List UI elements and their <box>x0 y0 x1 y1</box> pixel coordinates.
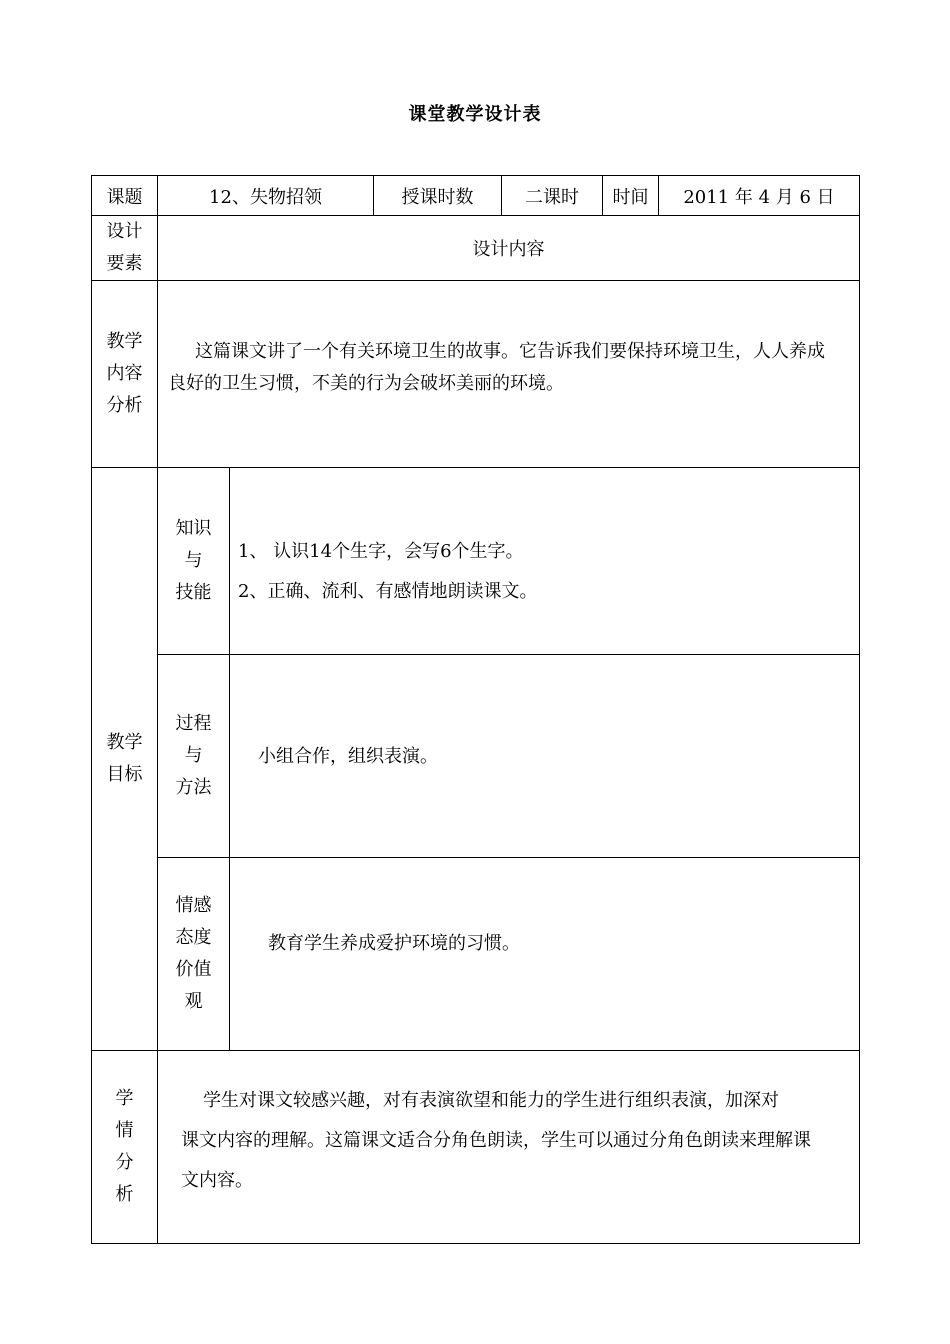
label-time-cell <box>602 175 659 216</box>
student-analysis-line1: 学生对课文较感兴趣，对有表演欲望和能力的学生进行组织表演，加深对 <box>203 1090 779 1111</box>
design-label-line2: 要素 <box>106 253 143 274</box>
knowledge-content-cell <box>229 467 860 655</box>
student-label-3: 分 <box>115 1152 134 1173</box>
student-label-2: 情 <box>115 1120 134 1141</box>
emotion-content-cell <box>229 857 860 1051</box>
topic-cell <box>157 175 374 216</box>
emotion-label-3: 价值 <box>175 959 212 980</box>
knowledge-item-1: 1、 认识14个生字，会写6个生字。 <box>238 541 524 562</box>
emotion-label-cell <box>157 857 230 1051</box>
content-analysis-label-2: 内容 <box>106 363 143 384</box>
process-text: 小组合作，组织表演。 <box>258 746 438 767</box>
emotion-label-4: 观 <box>184 991 203 1012</box>
goals-label-cell <box>91 467 158 1051</box>
knowledge-label-1: 知识 <box>175 518 212 539</box>
process-label-1: 过程 <box>175 713 212 734</box>
emotion-label-1: 情感 <box>175 895 212 916</box>
process-content-cell <box>229 654 860 858</box>
student-label-1: 学 <box>115 1088 134 1109</box>
knowledge-label-cell <box>157 467 230 655</box>
process-label-2: 与 <box>184 745 203 766</box>
student-analysis-line3: 文内容。 <box>181 1170 253 1191</box>
knowledge-label-2: 与 <box>184 550 203 571</box>
student-analysis-line2: 课文内容的理解。这篇课文适合分角色朗读，学生可以通过分角色朗读来理解课 <box>181 1130 811 1151</box>
knowledge-label-3: 技能 <box>175 582 212 603</box>
label-topic: 课题 <box>106 186 143 208</box>
student-label-4: 析 <box>115 1184 134 1205</box>
goals-label-2: 目标 <box>106 764 143 785</box>
design-elements-label-cell <box>91 215 158 281</box>
topic-value: 12、失物招领 <box>209 186 322 208</box>
date-cell <box>658 175 860 216</box>
emotion-text: 教育学生养成爱护环境的习惯。 <box>268 933 520 954</box>
label-topic-cell <box>91 175 158 216</box>
content-analysis-label-1: 教学 <box>106 331 143 352</box>
label-hours: 授课时数 <box>401 186 474 208</box>
student-analysis-content-cell <box>157 1050 860 1244</box>
content-analysis-label-cell <box>91 280 158 468</box>
content-analysis-line1: 这篇课文讲了一个有关环境卫生的故事。它告诉我们要保持环境卫生，人人养成 <box>195 341 825 362</box>
goals-label-1: 教学 <box>106 732 143 753</box>
design-content-header-cell <box>157 215 860 281</box>
design-label-line1: 设计 <box>106 221 143 242</box>
process-label-3: 方法 <box>175 777 212 798</box>
hours-value: 二课时 <box>525 186 579 208</box>
student-analysis-label-cell <box>91 1050 158 1244</box>
page-title: 课堂教学设计表 <box>408 104 542 125</box>
design-content-header: 设计内容 <box>472 239 545 260</box>
content-analysis-cell <box>157 280 860 468</box>
content-analysis-line2: 良好的卫生习惯，不美的行为会破坏美丽的环境。 <box>168 373 564 394</box>
emotion-label-2: 态度 <box>175 927 212 948</box>
process-label-cell <box>157 654 230 858</box>
label-hours-cell <box>373 175 502 216</box>
knowledge-item-2: 2、正确、流利、有感情地朗读课文。 <box>238 581 538 602</box>
content-analysis-label-3: 分析 <box>106 395 143 416</box>
hours-cell <box>501 175 603 216</box>
label-time: 时间 <box>612 186 649 208</box>
date-value: 2011 年 4 月 6 日 <box>683 186 835 208</box>
